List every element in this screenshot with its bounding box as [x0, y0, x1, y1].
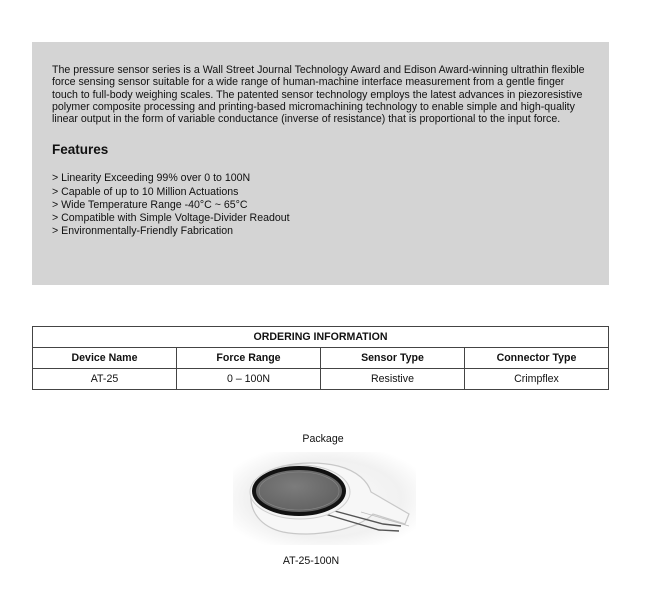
- feature-item: > Wide Temperature Range -40°C ~ 65°C: [52, 198, 248, 211]
- feature-item: > Environmentally-Friendly Fabrication: [52, 225, 234, 238]
- sensing-disc: [254, 468, 344, 514]
- header-force-range: Force Range: [177, 348, 321, 369]
- feature-item: > Linearity Exceeding 99% over 0 to 100N: [52, 172, 251, 185]
- cell-device-name: AT-25: [33, 369, 177, 390]
- part-number: AT-25-100N: [282, 555, 340, 567]
- ordering-title: ORDERING INFORMATION: [33, 327, 609, 348]
- feature-item: > Compatible with Simple Voltage-Divider Readout: [52, 212, 290, 225]
- table-row: [33, 369, 609, 390]
- ordering-table: [32, 326, 609, 390]
- feature-item: > Capable of up to 10 Million Actuations: [52, 185, 239, 198]
- intro-panel: [32, 42, 609, 285]
- cell-sensor-type: Resistive: [321, 369, 465, 390]
- intro-paragraph: The pressure sensor series is a Wall Street Journal Technology Award and Edison Award-winning ultrathin flexible force sensing sensor suitable for a wide range of human-machine interface measurement from a gentle finger touch to full-body weighing scales. The patented sensor technology employs the latest advances in piezoresistive polymer composite processing and printing-based micromachining technology to enable simple and high-quality linear output in the form of variable conductance (inverse of resistance) that is proportional to the input force.: [52, 64, 585, 126]
- features-list: [52, 172, 589, 238]
- features-heading: Features: [52, 142, 109, 158]
- header-sensor-type: Sensor Type: [321, 348, 465, 369]
- package-label: Package: [302, 433, 344, 445]
- cell-connector-type: Crimpflex: [465, 369, 609, 390]
- ordering-title-row: [33, 327, 609, 348]
- header-device-name: Device Name: [33, 348, 177, 369]
- cell-force-range: 0 – 100N: [177, 369, 321, 390]
- header-connector-type: Connector Type: [465, 348, 609, 369]
- sensor-package-image: [233, 452, 416, 545]
- ordering-header-row: [33, 348, 609, 369]
